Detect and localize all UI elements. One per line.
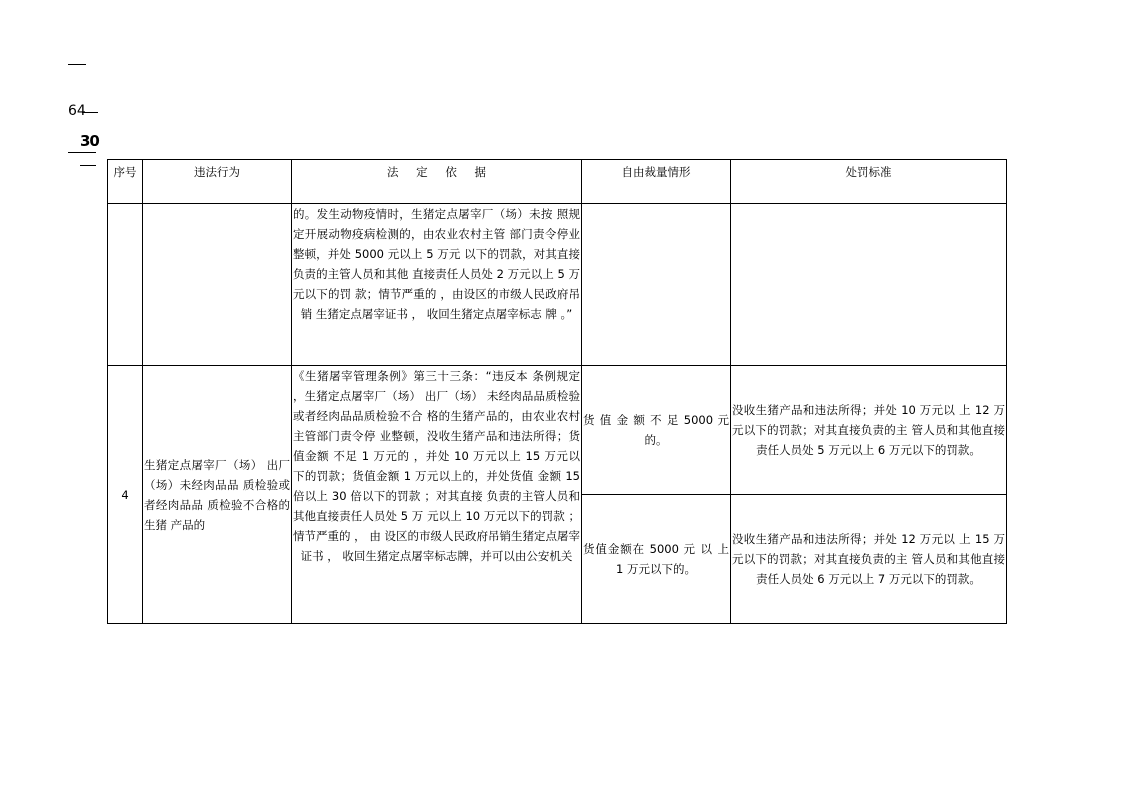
row1-violation xyxy=(143,204,292,366)
header-situation: 自由裁量情形 xyxy=(582,160,731,204)
row2-basis: 《生猪屠宰管理条例》第三十三条：“违反本 条例规定 ，生猪定点屠宰厂（场） 出厂（场） 未经肉品品质检验或者经肉品品质检验不合 格的生猪产品的，由农业农村主管部门责令停 业整顿，没收生猪产品和违法所得；货值金额 不足 1 万元的 ，并处 10 万元以上 15 万元以 下的罚款；货值金额 1 万元以上的，并处货值 金额 15 倍以上 30 倍以下的罚款 ；对其直接 负责的主管人员和其他直接责任人员处 5 万 元以上 10 万元以下的罚款 ；情节严重的 ， 由 设区的市级人民政府吊销生猪定点屠宰证书 ， 收回生猪定点屠宰标志牌，并可以由公安机关 xyxy=(292,366,582,624)
row2-violation: 生猪定点屠宰厂（场） 出厂（场）未经肉品品 质检验或者经肉品品 质检验不合格的生猪 产品的 xyxy=(143,366,292,624)
row2-penalty-b: 没收生猪产品和违法所得；并处 12 万元以 上 15 万元以下的罚款；对其直接负责的主 管人员和其他直接责任人员处 6 万元以上 7 万元以下的罚款。 xyxy=(731,495,1007,624)
page-number-underline xyxy=(68,152,96,153)
table-row xyxy=(108,204,1007,366)
penalty-table xyxy=(107,159,1007,624)
header-seq: 序号 xyxy=(108,160,143,204)
row1-seq xyxy=(108,204,143,366)
page-number-large: 30 xyxy=(80,132,99,150)
margin-dash-bottom xyxy=(80,165,96,166)
row1-penalty xyxy=(731,204,1007,366)
row2-seq: 4 xyxy=(108,366,143,624)
row2-situation-b: 货值金额在 5000 元 以 上 1 万元以下的。 xyxy=(582,495,731,624)
row1-basis: 的。发生动物疫情时，生猪定点屠宰厂（场）未按 照规定开展动物疫病检测的，由农业农村主管 部门责令停业整顿，并处 5000 元以上 5 万元 以下的罚款，对其直接负责的主管人员和其他 直接责任人员处 2 万元以上 5 万元以下的罚 款；情节严重的 ，由设区的市级人民政府吊销 生猪定点屠宰证书 ， 收回生猪定点屠宰标志 牌 。” xyxy=(292,204,582,366)
row1-situation xyxy=(582,204,731,366)
page-number-strike xyxy=(82,112,98,113)
row2-situation-a: 货 值 金 额 不 足 5000 元的。 xyxy=(582,366,731,495)
table-row xyxy=(108,366,1007,495)
header-row xyxy=(108,160,1007,204)
header-basis: 法 定 依 据 xyxy=(292,160,582,204)
header-violation: 违法行为 xyxy=(143,160,292,204)
row2-penalty-a: 没收生猪产品和违法所得；并处 10 万元以 上 12 万元以下的罚款；对其直接负责的主 管人员和其他直接责任人员处 5 万元以上 6 万元以下的罚款。 xyxy=(731,366,1007,495)
page-number-small: 64 xyxy=(68,103,86,119)
header-penalty: 处罚标准 xyxy=(731,160,1007,204)
margin-dash-top xyxy=(68,64,86,65)
